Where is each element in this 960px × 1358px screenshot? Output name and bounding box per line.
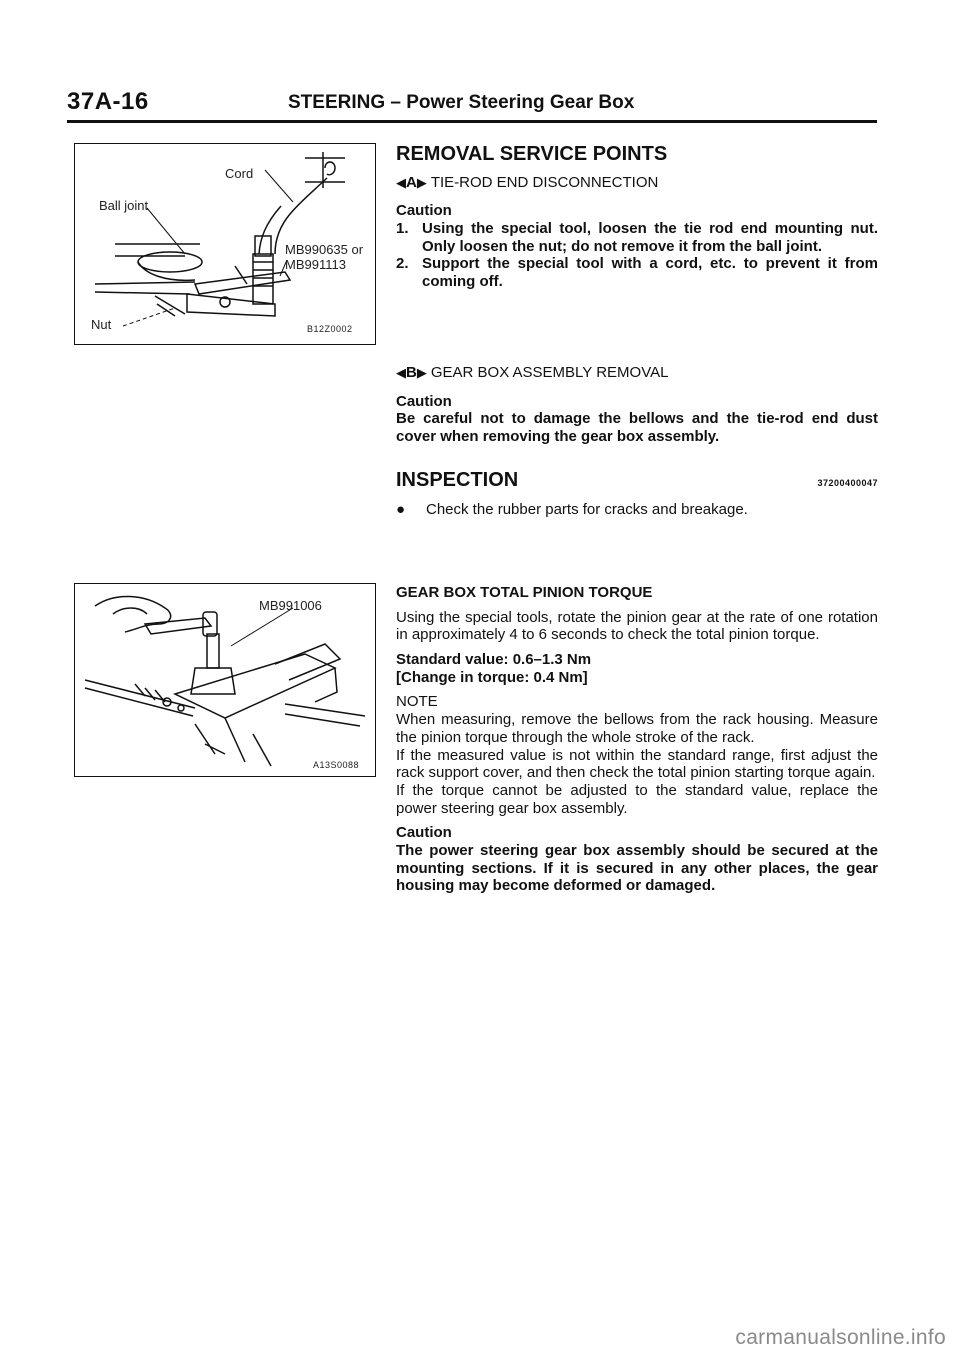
label-ball-joint: Ball joint bbox=[99, 198, 149, 213]
caution-label: Caution bbox=[396, 824, 452, 842]
section-title: STEERING – Power Steering Gear Box bbox=[288, 92, 635, 113]
label-cord: Cord bbox=[225, 166, 254, 181]
left-arrow-icon: ◀ bbox=[396, 174, 406, 190]
list-item: 2. Support the special tool with a cord, etc. to prevent it from coming off. bbox=[396, 255, 878, 291]
note-paragraph: When measuring, remove the bellows from the rack housing. Measure the pinion torque through the whole stroke of the rack. bbox=[396, 711, 878, 746]
caution-label: Caution bbox=[396, 202, 452, 220]
torque-section bbox=[396, 584, 878, 895]
note-label: NOTE bbox=[396, 693, 438, 711]
figure-tie-rod-end bbox=[74, 143, 376, 345]
label-tool-mb991006: MB991006 bbox=[259, 598, 322, 613]
header-rule bbox=[67, 120, 877, 123]
removal-section bbox=[396, 143, 878, 291]
label-tool-1: MB990635 or bbox=[285, 242, 364, 257]
right-arrow-icon: ▶ bbox=[416, 174, 427, 190]
badge-b: ◀ B ▶ bbox=[396, 364, 427, 381]
reference-code: 37200400047 bbox=[817, 478, 878, 488]
left-arrow-icon: ◀ bbox=[396, 365, 406, 381]
standard-value: Standard value: 0.6–1.3 Nm bbox=[396, 651, 592, 669]
bullet-item: ● Check the rubber parts for cracks and breakage. bbox=[396, 500, 748, 518]
list-item: 1. Using the special tool, loosen the tie rod end mounting nut. Only loosen the nut; do not remove it from the ball joint. bbox=[396, 219, 878, 255]
subsection-a-title: ◀ A ▶ TIE-ROD END DISCONNECTION bbox=[396, 173, 659, 191]
removal-heading: REMOVAL SERVICE POINTS bbox=[396, 143, 668, 165]
label-nut: Nut bbox=[91, 317, 112, 332]
label-tool-2: MB991113 bbox=[285, 257, 346, 272]
inspection-heading: INSPECTION bbox=[396, 469, 519, 491]
caution-text: Be careful not to damage the bellows and the tie-rod end dust cover when removing the gear box assembly. bbox=[396, 410, 878, 446]
pinion-torque-illustration bbox=[75, 584, 375, 776]
figure-pinion-torque bbox=[74, 583, 376, 777]
inspection-section bbox=[396, 469, 878, 518]
torque-heading: GEAR BOX TOTAL PINION TORQUE bbox=[396, 584, 653, 601]
caution-label: Caution bbox=[396, 392, 452, 410]
subsection-b bbox=[396, 364, 878, 446]
note-paragraph: If the measured value is not within the standard range, first adjust the rack support cover, and then check the total pinion starting torque again. bbox=[396, 746, 878, 782]
note-paragraph: If the torque cannot be adjusted to the standard value, replace the power steering gear box assembly. bbox=[396, 781, 878, 817]
torque-intro: Using the special tools, rotate the pinion gear at the rate of one rotation in approximately 4 to 6 seconds to check the total pinion torque. bbox=[396, 608, 878, 644]
change-in-torque: [Change in torque: 0.4 Nm] bbox=[396, 668, 588, 686]
subsection-b-title: ◀ B ▶ GEAR BOX ASSEMBLY REMOVAL bbox=[396, 364, 669, 381]
page-number: 37A-16 bbox=[67, 88, 149, 115]
figure-code: A13S0088 bbox=[313, 760, 360, 770]
bullet-icon: ● bbox=[396, 500, 406, 518]
watermark: carmanualsonline.info bbox=[735, 1326, 946, 1349]
right-arrow-icon: ▶ bbox=[416, 365, 427, 381]
figure-code: B12Z0002 bbox=[307, 324, 353, 334]
caution-text: The power steering gear box assembly should be secured at the mounting sections. If it is secured in any other places, the gear housing may become deformed or damaged. bbox=[396, 841, 878, 895]
badge-a: ◀ A ▶ bbox=[396, 173, 427, 191]
